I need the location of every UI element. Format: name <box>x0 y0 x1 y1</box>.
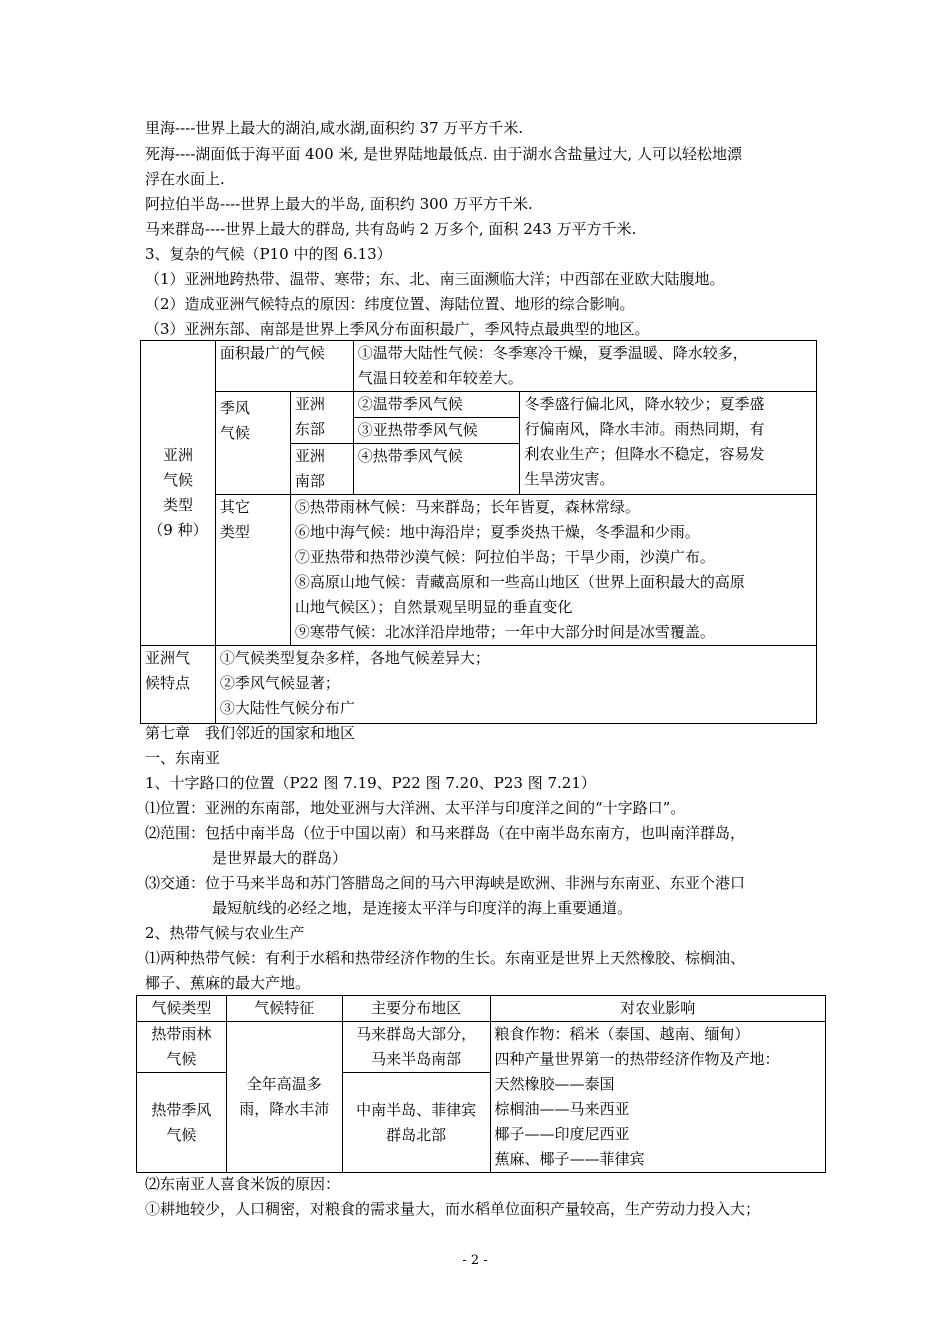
climate-feature-label: 亚洲气 候特点 <box>141 646 216 724</box>
region-labels <box>290 392 353 495</box>
asia-climate-table <box>140 340 817 724</box>
shared-climate-feature: 全年高温多 雨，降水丰沛 <box>226 1022 342 1173</box>
header-climate-type: 气候类型 <box>137 996 227 1022</box>
text-line: 最短航线的必经之地，是连接太平洋与印度洋的海上重要通道。 <box>212 899 633 917</box>
section-heading: 2、热带气候与农业生产 <box>145 924 305 942</box>
text-line: 浮在水面上. <box>145 170 225 188</box>
monsoon-region: 中南半岛、菲律宾 群岛北部 <box>342 1073 490 1173</box>
tropical-monsoon: ④热带季风气候 <box>357 447 463 465</box>
other-climates: ⑤热带雨林气候：马来群岛；长年皆夏，森林常绿。 ⑥地中海气候：地中海沿岸；夏季炎热干燥，冬季温和少雨。 ⑦亚热带和热带沙漠气候：阿拉伯半岛；干旱少雨，沙漠广布。 ⑧高原山地气候：青藏高原和一些高山地区（世界上面积最大的高原 山地气候区）；自然景观呈明显的垂直变化 ⑨寒带气候：北冰洋沿岸地带；一年中大部分时间是冰雪覆盖。 <box>290 495 816 646</box>
text-line: ⑵范围：包括中南半岛（位于中国以南）和马来群岛（在中南半岛东南方，也叫南洋群岛， <box>145 824 746 842</box>
text-line: （2）造成亚洲气候特点的原因：纬度位置、海陆位置、地形的综合影响。 <box>145 295 635 313</box>
text-line: （3）亚洲东部、南部是世界上季风分布面积最广，季风特点最典型的地区。 <box>145 320 650 338</box>
rainforest-region: 马来群岛大部分， 马来半岛南部 <box>342 1022 490 1073</box>
header-climate-feature: 气候特征 <box>226 996 342 1022</box>
monsoon-desc: 冬季盛行偏北风，降水较少；夏季盛 行偏南风，降水丰沛。雨热同期，有 利农业生产；但降水不稳定，容易发 生旱涝灾害。 <box>520 392 817 495</box>
largest-area-label: 面积最广的气候 <box>215 341 353 392</box>
text-line: 里海----世界上最大的湖泊,咸水湖,面积约 37 万平方千米. <box>145 119 524 137</box>
text-line: ①耕地较少，人口稠密，对粮食的需求量大，而水稻单位面积产量较高，生产劳动力投入大； <box>145 1200 761 1218</box>
chapter-title: 第七章 我们邻近的国家和地区 <box>145 724 356 742</box>
subtropical-monsoon: ③亚热带季风气候 <box>354 418 520 444</box>
text-line: （1）亚洲地跨热带、温带、寒带；东、北、南三面濒临大洋；中西部在亚欧大陆腹地。 <box>145 270 725 288</box>
header-agri-impact: 对农业影响 <box>490 996 825 1022</box>
text-line: 马来群岛----世界上最大的群岛, 共有岛屿 2 万多个, 面积 243 万平方千米. <box>145 220 637 238</box>
monsoon-items <box>353 392 520 495</box>
temperate-monsoon: ②温带季风气候 <box>354 392 520 418</box>
text-line: ⑵东南亚人喜食米饭的原因： <box>145 1175 341 1193</box>
text-line: 阿拉伯半岛----世界上最大的半岛, 面积约 300 万平方千米. <box>145 195 533 213</box>
agri-impact: 粮食作物：稻米（泰国、越南、缅甸） 四种产量世界第一的热带经济作物及产地： 天然橡胶——泰国 棕榈油——马来西亚 椰子——印度尼西亚 蕉麻、椰子——菲律宾 <box>490 1022 825 1173</box>
monsoon-label: 季风 气候 <box>215 392 290 495</box>
text-line: ⑶交通：位于马来半岛和苏门答腊岛之间的马六甲海峡是欧洲、非洲与东南亚、东亚个港口 <box>145 874 746 892</box>
text-line: 椰子、蕉麻的最大产地。 <box>145 974 311 992</box>
text-line: 是世界最大的群岛） <box>212 849 348 867</box>
text-line: ⑴两种热带气候：有利于水稻和热带经济作物的生长。东南亚是世界上天然橡胶、棕榈油、 <box>145 949 746 967</box>
text-line: ⑴位置：亚洲的东南部，地处亚洲与大洋洲、太平洋与印度洋之间的“十字路口”。 <box>145 799 686 817</box>
largest-area-desc: ①温带大陆性气候：冬季寒冷干燥，夏季温暖、降水较多， 气温日较差和年较差大。 <box>353 341 816 392</box>
monsoon-climate: 热带季风 气候 <box>137 1073 227 1173</box>
other-type-label: 其它 类型 <box>215 495 290 646</box>
sea-agriculture-table <box>136 995 826 1173</box>
section-heading: 3、复杂的气候（P10 中的图 6.13） <box>145 245 392 263</box>
section-heading: 一、东南亚 <box>145 749 221 767</box>
rainforest-climate: 热带雨林 气候 <box>137 1022 227 1073</box>
east-asia-label: 亚洲 东部 <box>291 392 353 444</box>
page-number: - 2 - <box>462 1253 488 1268</box>
section-heading: 1、十字路口的位置（P22 图 7.19、P22 图 7.20、P23 图 7.21） <box>145 774 596 792</box>
climate-type-label: 亚洲 气候 类型 （9 种） <box>141 341 216 646</box>
south-asia-label: 亚洲 南部 <box>294 447 325 490</box>
climate-features: ①气候类型复杂多样，各地气候差异大； ②季风气候显著； ③大陆性气候分布广 <box>215 646 816 724</box>
header-region: 主要分布地区 <box>342 996 490 1022</box>
text-line: 死海----湖面低于海平面 400 米, 是世界陆地最低点. 由于湖水含盐量过大, 人可以轻松地漂 <box>145 145 743 163</box>
